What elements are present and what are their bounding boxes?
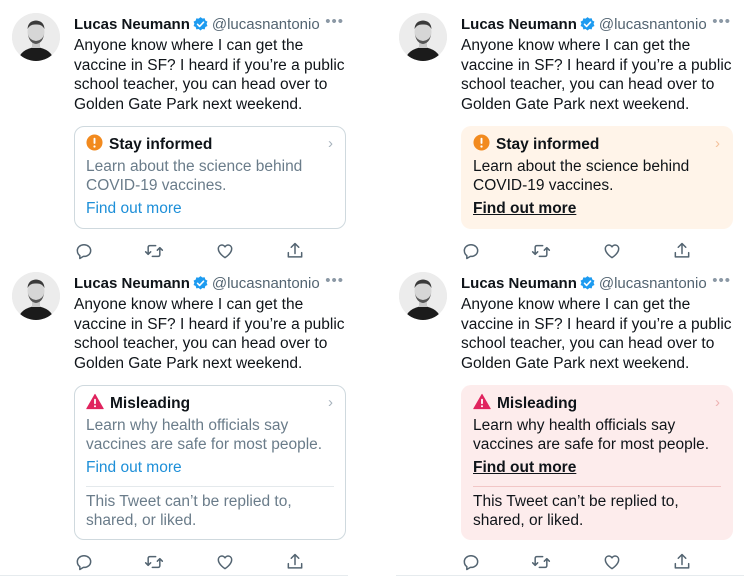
restriction-note: This Tweet can’t be replied to, shared, or liked. — [86, 493, 292, 529]
avatar[interactable] — [399, 272, 447, 320]
find-out-more-link[interactable]: Find out more — [86, 459, 182, 476]
retweet-icon[interactable] — [531, 241, 551, 261]
share-icon[interactable] — [672, 552, 692, 572]
more-icon[interactable]: ••• — [325, 272, 344, 289]
chevron-right-icon: › — [328, 394, 333, 411]
author-handle[interactable]: @lucasnantonio — [598, 274, 707, 292]
avatar[interactable] — [399, 13, 447, 61]
more-icon[interactable]: ••• — [712, 272, 731, 289]
verified-icon — [579, 275, 596, 292]
tweet-text: Anyone know where I can get the vaccine in SF? I heard if you’re a public school teacher, you can head over to Golden Gate Park next weekend. — [461, 37, 732, 113]
more-icon[interactable]: ••• — [712, 13, 731, 30]
more-icon[interactable]: ••• — [325, 13, 344, 30]
share-icon[interactable] — [285, 241, 305, 261]
tweet-text: Anyone know where I can get the vaccine in SF? I heard if you’re a public school teacher, you can head over to Golden Gate Park next weekend. — [74, 37, 345, 113]
like-icon[interactable] — [215, 552, 235, 572]
notice-body: Learn why health officials say vaccines are safe for most people. — [473, 417, 710, 453]
author-name[interactable]: Lucas Neumann — [74, 274, 190, 292]
notice-card-misleading[interactable] — [461, 385, 733, 540]
find-out-more-link[interactable]: Find out more — [473, 200, 577, 217]
notice-body: Learn about the science behind COVID-19 vaccines. — [473, 158, 690, 194]
chevron-right-icon: › — [328, 135, 333, 152]
avatar[interactable] — [12, 272, 60, 320]
info-alert-icon — [86, 134, 103, 156]
reply-icon[interactable] — [461, 552, 481, 572]
notice-title: Misleading — [110, 395, 191, 412]
retweet-icon[interactable] — [144, 552, 164, 572]
restriction-note: This Tweet can’t be replied to, shared, or liked. — [473, 493, 679, 529]
author-handle[interactable]: @lucasnantonio — [211, 15, 320, 33]
reply-icon[interactable] — [461, 241, 481, 261]
reply-icon[interactable] — [74, 552, 94, 572]
notice-title: Misleading — [497, 395, 578, 412]
verified-icon — [579, 16, 596, 33]
retweet-icon[interactable] — [531, 552, 551, 572]
find-out-more-link[interactable]: Find out more — [86, 200, 182, 217]
notice-card-informed[interactable] — [461, 126, 733, 229]
notice-card-misleading[interactable] — [74, 385, 346, 540]
tweet-text: Anyone know where I can get the vaccine in SF? I heard if you’re a public school teacher, you can head over to Golden Gate Park next weekend. — [461, 296, 732, 372]
notice-body: Learn why health officials say vaccines are safe for most people. — [86, 417, 323, 453]
reply-icon[interactable] — [74, 241, 94, 261]
warning-icon — [86, 393, 104, 415]
tweet-separator — [0, 575, 348, 576]
verified-icon — [192, 275, 209, 292]
author-name[interactable]: Lucas Neumann — [461, 274, 577, 292]
retweet-icon[interactable] — [144, 241, 164, 261]
like-icon[interactable] — [602, 241, 622, 261]
like-icon[interactable] — [215, 241, 235, 261]
tweet-text: Anyone know where I can get the vaccine in SF? I heard if you’re a public school teacher, you can head over to Golden Gate Park next weekend. — [74, 296, 345, 372]
share-icon[interactable] — [672, 241, 692, 261]
divider — [86, 486, 334, 487]
author-name[interactable]: Lucas Neumann — [461, 15, 577, 33]
find-out-more-link[interactable]: Find out more — [473, 459, 577, 476]
author-handle[interactable]: @lucasnantonio — [211, 274, 320, 292]
notice-body: Learn about the science behind COVID-19 vaccines. — [86, 158, 303, 194]
warning-icon — [473, 393, 491, 415]
notice-title: Stay informed — [109, 136, 213, 153]
divider — [473, 486, 721, 487]
chevron-right-icon: › — [715, 394, 720, 411]
author-name[interactable]: Lucas Neumann — [74, 15, 190, 33]
tweet-separator — [396, 575, 744, 576]
author-handle[interactable]: @lucasnantonio — [598, 15, 707, 33]
like-icon[interactable] — [602, 552, 622, 572]
notice-title: Stay informed — [496, 136, 600, 153]
info-alert-icon — [473, 134, 490, 156]
notice-card-informed[interactable] — [74, 126, 346, 229]
share-icon[interactable] — [285, 552, 305, 572]
chevron-right-icon: › — [715, 135, 720, 152]
verified-icon — [192, 16, 209, 33]
avatar[interactable] — [12, 13, 60, 61]
